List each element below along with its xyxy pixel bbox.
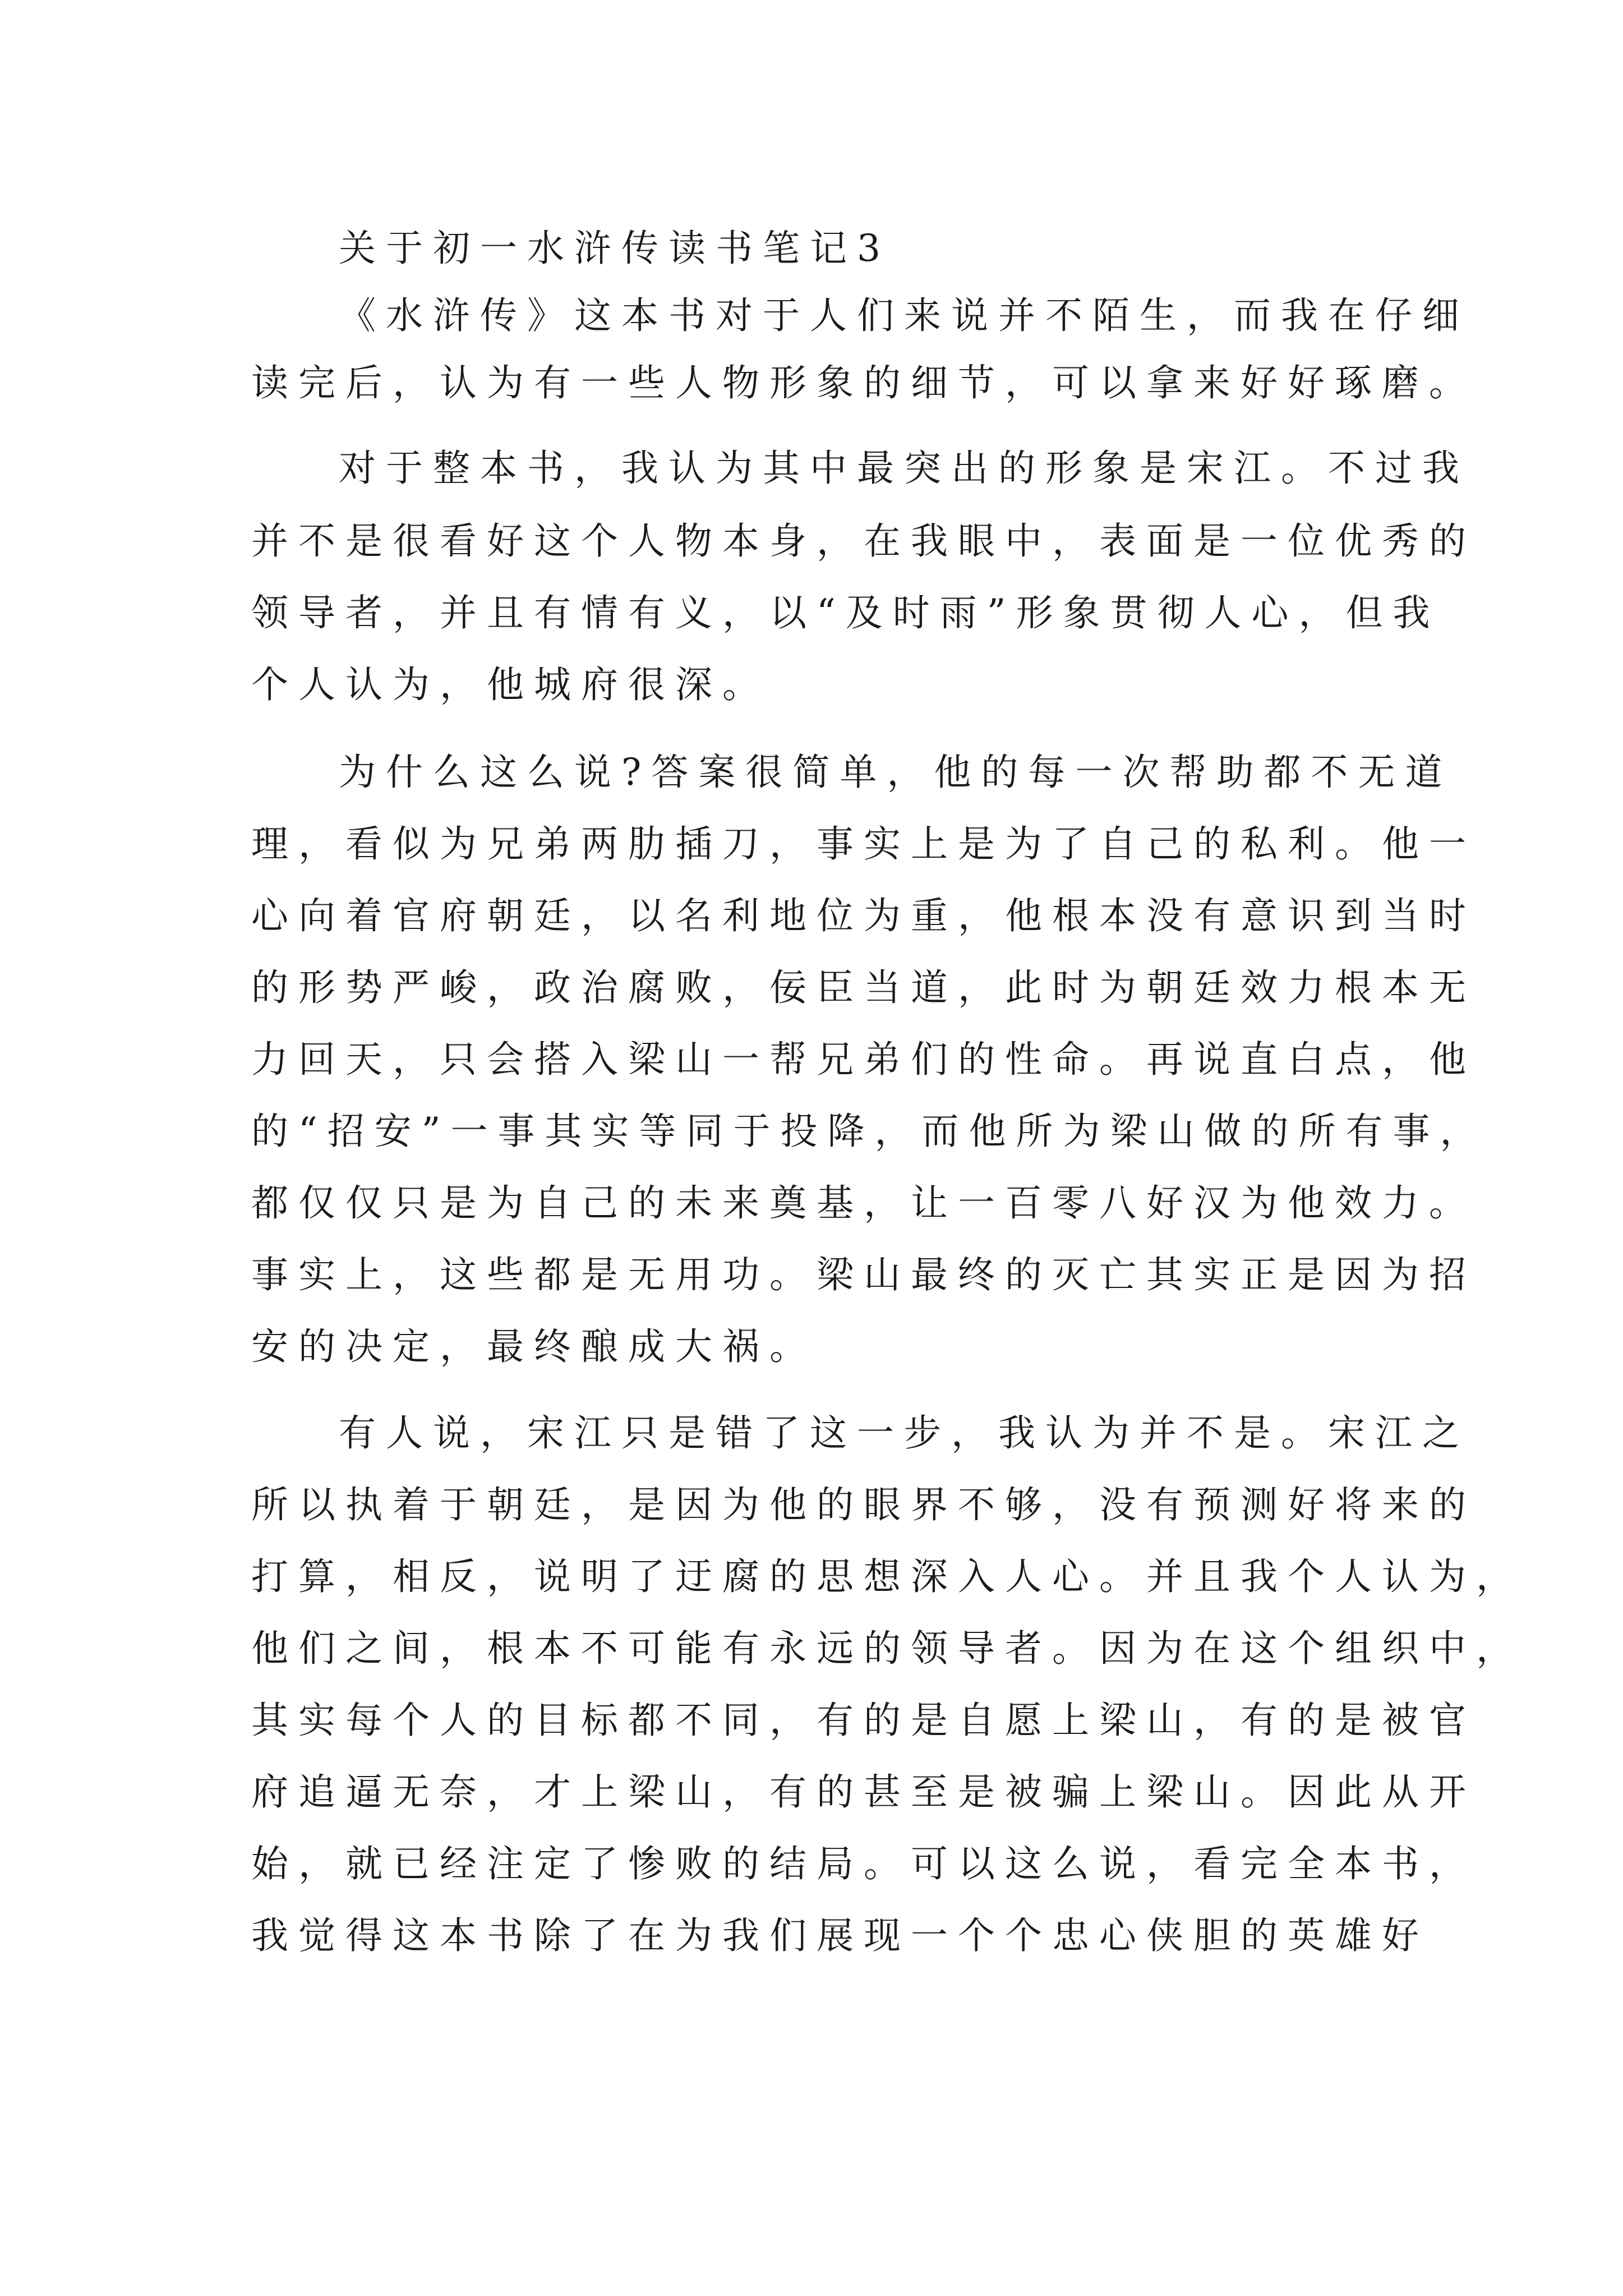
paragraph-line: 的形势严峻，政治腐败，佞臣当道，此时为朝廷效力根本无 (251, 966, 1476, 1009)
paragraph-line: 他们之间，根本不可能有永远的领导者。因为在这个组织中， (251, 1627, 1523, 1670)
paragraph-line: 个人认为，他城府很深。 (251, 663, 769, 706)
paragraph-line: 为什么这么说?答案很简单，他的每一次帮助都不无道 (339, 751, 1453, 794)
paragraph-line: 的“招安”一事其实等同于投降，而他所为梁山做的所有事， (251, 1110, 1487, 1153)
paragraph-line: 并不是很看好这个人物本身，在我眼中，表面是一位优秀的 (251, 519, 1476, 563)
paragraph-line: 其实每个人的目标都不同，有的是自愿上梁山，有的是被官 (251, 1699, 1476, 1742)
paragraph-line: 力回天，只会搭入梁山一帮兄弟们的性命。再说直白点，他 (251, 1038, 1476, 1081)
paragraph-line: 始，就已经注定了惨败的结局。可以这么说，看完全本书， (251, 1842, 1476, 1885)
paragraph-line: 《水浒传》这本书对于人们来说并不陌生，而我在仔细 (339, 294, 1469, 337)
paragraph-line: 心向着官府朝廷，以名利地位为重，他根本没有意识到当时 (251, 894, 1476, 937)
paragraph-line: 理，看似为兄弟两肋插刀，事实上是为了自己的私利。他一 (251, 822, 1476, 866)
paragraph-line: 领导者，并且有情有义，以“及时雨”形象贯彻人心，但我 (251, 591, 1440, 634)
document-title: 关于初一水浒传读书笔记3 (339, 227, 891, 270)
paragraph-line: 事实上，这些都是无用功。梁山最终的灭亡其实正是因为招 (251, 1253, 1476, 1296)
paragraph-line: 对于整本书，我认为其中最突出的形象是宋江。不过我 (339, 447, 1469, 490)
paragraph-line: 读完后，认为有一些人物形象的细节，可以拿来好好琢磨。 (251, 361, 1476, 404)
paragraph-line: 都仅仅只是为自己的未来奠基，让一百零八好汉为他效力。 (251, 1181, 1476, 1225)
paragraph-line: 打算，相反，说明了迂腐的思想深入人心。并且我个人认为， (251, 1555, 1523, 1598)
paragraph-line: 安的决定，最终酿成大祸。 (251, 1325, 817, 1368)
paragraph-line: 我觉得这本书除了在为我们展现一个个忠心侠胆的英雄好 (251, 1914, 1429, 1957)
paragraph-line: 所以执着于朝廷，是因为他的眼界不够，没有预测好将来的 (251, 1483, 1476, 1526)
paragraph-line: 府追逼无奈，才上梁山，有的甚至是被骗上梁山。因此从开 (251, 1770, 1476, 1814)
paragraph-line: 有人说，宋江只是错了这一步，我认为并不是。宋江之 (339, 1411, 1469, 1455)
